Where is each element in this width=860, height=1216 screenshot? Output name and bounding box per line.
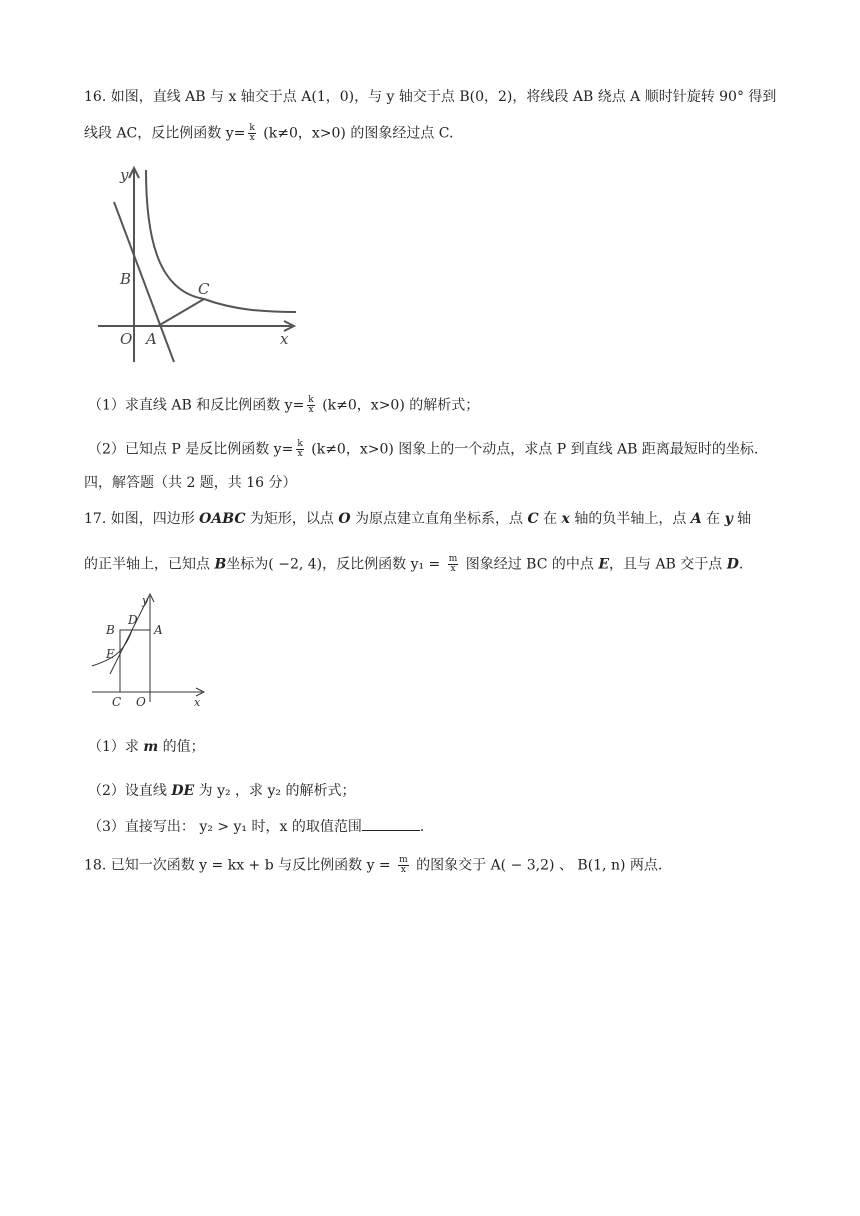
q17-line1: 17. 如图，四边形 OABC 为矩形，以点 O 为原点建立直角坐标系，点 C 在 x 轴的负半轴上，点 A 在 y 轴 <box>84 511 752 527</box>
q16-sub1: （1）求直线 AB 和反比例函数 y= $\frac{k}{x}$ (k≠0，x>0) 的解析式； <box>88 395 480 415</box>
fraction-k-over-x: $\frac{k}{x}$ <box>297 439 303 459</box>
label-d: D <box>128 613 138 627</box>
q16-line2 <box>84 124 453 143</box>
rectangle-oabc <box>120 630 150 692</box>
fraction-m-over-x: $\frac{m}{x}$ <box>399 855 408 875</box>
label-o: O <box>120 330 133 348</box>
q18-line: 18. 已知一次函数 y = kx + b 与反比例函数 y = $\frac{m}{x}$ 的图象交于 A( − 3,2) 、 B(1, n) 两点. <box>84 855 663 875</box>
q17-line2: 的正半轴上，已知点 B坐标为( −2, 4)，反比例函数 y₁ = $\frac{m}{x}$ 图象经过 BC 的中点 E，且与 AB 交于点 D. <box>84 554 744 574</box>
q16-figure <box>94 162 314 372</box>
section-heading: 四，解答题（共 2 题，共 16 分） <box>84 475 297 491</box>
q16-sub2: （2）已知点 P 是反比例函数 y= $\frac{k}{x}$ (k≠0，x>0) 图象上的一个动点，求点 P 到直线 AB 距离最短时的坐标. <box>88 439 759 459</box>
fraction-k-over-x: $\frac{k}{x}$ <box>249 123 255 143</box>
q16-line2-post: (k≠0，x>0) 的图象经过点 C. <box>258 125 454 142</box>
label-y: y <box>120 166 129 184</box>
label-a: A <box>146 330 157 348</box>
fraction-k-over-x: $\frac{k}{x}$ <box>308 395 314 415</box>
label-b: B <box>106 623 115 637</box>
label-c: C <box>198 280 210 298</box>
label-y: y <box>142 594 149 607</box>
q17-sub2: （2）设直线 DE 为 y₂ ，求 y₂ 的解析式； <box>88 783 356 799</box>
q16-line2-pre: 线段 AC，反比例函数 y= <box>84 125 246 142</box>
q17-sub3: （3）直接写出： y₂ > y₁ 时，x 的取值范围 . <box>88 819 425 835</box>
q17-figure <box>88 590 218 714</box>
answer-blank[interactable] <box>362 818 420 831</box>
q17-sub1: （1）求 m 的值； <box>88 739 205 755</box>
q16-line1: 16. 如图，直线 AB 与 x 轴交于点 A(1，0)，与 y 轴交于点 B(0，2)，将线段 AB 绕点 A 顺时针旋转 90° 得到 <box>84 89 777 105</box>
hyperbola-curve <box>146 170 296 312</box>
segment-ac <box>158 299 204 326</box>
fraction-m-over-x: $\frac{m}{x}$ <box>448 554 458 574</box>
label-c: C <box>112 695 122 709</box>
label-o: O <box>136 695 146 709</box>
label-e: E <box>106 647 115 661</box>
label-x: x <box>194 696 201 709</box>
label-a: A <box>154 623 163 637</box>
label-b: B <box>120 270 132 288</box>
label-x: x <box>280 330 289 348</box>
